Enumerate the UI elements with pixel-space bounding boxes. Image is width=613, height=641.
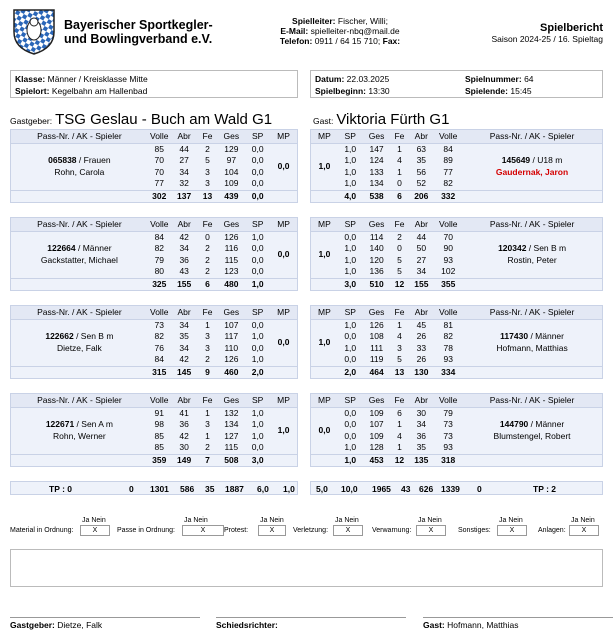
home-player[interactable]: 065838 / Frauen Rohn, Carola xyxy=(48,155,111,177)
ja-nein-header: Ja Nein xyxy=(571,517,595,524)
referee-signature: Schiedsrichter: xyxy=(216,617,406,630)
col-player: Pass-Nr. / AK - Spieler xyxy=(11,394,148,407)
check-label: Anlagen: xyxy=(538,527,566,534)
check-label: Verletzung: xyxy=(293,527,329,534)
notes-box[interactable] xyxy=(10,549,603,587)
away-signature: Gast: Hofmann, Matthias xyxy=(423,617,613,630)
table-row: 1,0 1,0 147 1 63 84 145649 / U18 m Gaudernak, Jaron xyxy=(311,143,602,155)
check-box[interactable]: X xyxy=(497,525,527,536)
check-label: Passe in Ordnung: xyxy=(117,527,175,534)
table-row: 1,0 111 3 33 78 xyxy=(344,342,453,353)
table-row: 1,0 136 5 34 102 xyxy=(344,266,456,276)
away-mp: 1,0 xyxy=(318,248,331,259)
sum-row: 325 155 6 480 1,0 xyxy=(11,278,297,290)
table-row: 70 27 5 97 0,0 xyxy=(154,155,264,165)
table-row: 84 42 2 126 1,0 xyxy=(154,354,264,364)
check-box[interactable]: X xyxy=(80,525,110,536)
away-player[interactable]: 120342 / Sen B m Rostin, Peter xyxy=(498,243,567,265)
home-mp: 0,0 xyxy=(277,248,290,259)
ja-nein-header: Ja Nein xyxy=(335,517,359,524)
away-duel-block: MP SP Ges Fe Abr Volle Pass-Nr. / AK - Spieler 1,0 0,0 114 2 44 70 120342 / Sen B m Rostin, Peter 1,0 140 0 50 90 1,0 120 5 27 93 1,0 136 5 34 102 3,0 510 12 155 355 xyxy=(310,217,603,291)
col-player: Pass-Nr. / AK - Spieler xyxy=(462,394,602,407)
table-row: 0,0 0,0 109 6 30 79 144790 / Männer Blumstengel, Robert xyxy=(311,407,602,419)
away-totals: 5,0 10,0 1965 43 626 1339 0 TP : 2 xyxy=(310,481,603,495)
col-player: Pass-Nr. / AK - Spieler xyxy=(462,130,602,143)
home-duel-block: Pass-Nr. / AK - Spieler Volle Abr Fe Ges SP MP 122662 / Sen B m Dietze, Falk 73 34 1 107 0,0 0,0 82 35 3 117 1,0 76 34 3 110 0,0 84 42 2 126 1,0 315 145 9 460 2,0 xyxy=(10,305,298,379)
check-label: Verwarnung: xyxy=(372,527,412,534)
table-row: 0,0 107 1 34 73 xyxy=(344,419,453,429)
away-player[interactable]: 145649 / U18 m Gaudernak, Jaron xyxy=(495,155,569,177)
check-box[interactable]: X xyxy=(569,525,599,536)
ja-nein-header: Ja Nein xyxy=(418,517,442,524)
away-duel-block: MP SP Ges Fe Abr Volle Pass-Nr. / AK - Spieler 1,0 1,0 126 1 45 81 117430 / Männer Hofmann, Matthias 0,0 108 4 26 82 1,0 111 3 33 78 0,0 119 5 26 93 2,0 464 13 130 334 xyxy=(310,305,603,379)
email-link[interactable]: spielleiter-nbq@mail.de xyxy=(310,26,400,36)
table-row: 80 43 2 123 0,0 xyxy=(154,266,264,276)
report-title: Spielbericht Saison 2024-25 / 16. Spieltag xyxy=(491,22,603,44)
sum-row: 315 145 9 460 2,0 xyxy=(11,366,297,378)
check-box[interactable]: X xyxy=(258,525,286,536)
col-player: Pass-Nr. / AK - Spieler xyxy=(11,130,148,143)
table-row: 70 34 3 104 0,0 xyxy=(154,166,264,177)
table-row: 065838 / Frauen Rohn, Carola 85 44 2 129 0,0 0,0 xyxy=(11,143,297,155)
sum-row: 302 137 13 439 0,0 xyxy=(11,190,297,202)
table-row: 1,0 124 4 35 89 xyxy=(344,155,453,165)
check-label: Protest: xyxy=(224,527,249,534)
match-info-box: Klasse: Männer / Kreisklasse Mitte Spielort: Kegelbahn am Hallenbad xyxy=(10,70,298,98)
away-mp: 1,0 xyxy=(318,336,331,347)
away-duel-block: MP SP Ges Fe Abr Volle Pass-Nr. / AK - Spieler 1,0 1,0 147 1 63 84 145649 / U18 m Gaudernak, Jaron 1,0 124 4 35 89 1,0 133 1 56 77 1,0 134 0 52 82 4,0 538 6 206 332 xyxy=(310,129,603,203)
away-mp: 0,0 xyxy=(318,424,331,435)
sum-row: 4,0 538 6 206 332 xyxy=(311,190,602,202)
table-row: 77 32 3 109 0,0 xyxy=(154,178,264,188)
home-mp: 1,0 xyxy=(277,424,290,435)
home-duel-block: Pass-Nr. / AK - Spieler Volle Abr Fe Ges SP MP 122664 / Männer Gackstatter, Michael 84 42 0 126 1,0 0,0 82 34 2 116 0,0 79 36 2 115 0,0 80 43 2 123 0,0 325 155 6 480 1,0 xyxy=(10,217,298,291)
away-player[interactable]: 144790 / Männer Blumstengel, Robert xyxy=(493,419,571,441)
table-row: 1,0 133 1 56 77 xyxy=(344,166,453,177)
table-row: 1,0 0,0 114 2 44 70 120342 / Sen B m Rostin, Peter xyxy=(311,231,602,243)
ja-nein-header: Ja Nein xyxy=(184,517,208,524)
table-row: 82 35 3 117 1,0 xyxy=(154,331,264,341)
home-duel-block: Pass-Nr. / AK - Spieler Volle Abr Fe Ges SP MP 122671 / Sen A m Rohn, Werner 91 41 1 132 1,0 1,0 98 36 3 134 1,0 85 42 1 127 1,0 85 30 2 115 0,0 359 149 7 508 3,0 xyxy=(10,393,298,467)
home-player[interactable]: 122671 / Sen A m Rohn, Werner xyxy=(45,419,113,441)
away-team: Gast: Viktoria Fürth G1 xyxy=(313,111,450,128)
away-player[interactable]: 117430 / Männer Hofmann, Matthias xyxy=(496,331,568,353)
check-box[interactable]: X xyxy=(333,525,363,536)
home-totals: TP : 0 0 1301 586 35 1887 6,0 1,0 xyxy=(10,481,298,495)
col-player: Pass-Nr. / AK - Spieler xyxy=(462,306,602,319)
table-row: 0,0 119 5 26 93 xyxy=(344,354,453,364)
table-row: 0,0 109 4 36 73 xyxy=(344,430,453,441)
table-row: 85 30 2 115 0,0 xyxy=(154,442,264,452)
col-player: Pass-Nr. / AK - Spieler xyxy=(11,306,148,319)
table-row: 1,0 1,0 126 1 45 81 117430 / Männer Hofmann, Matthias xyxy=(311,319,602,331)
sum-row: 3,0 510 12 155 355 xyxy=(311,278,602,290)
table-row: 1,0 120 5 27 93 xyxy=(344,254,453,265)
col-player: Pass-Nr. / AK - Spieler xyxy=(11,218,148,231)
home-mp: 0,0 xyxy=(277,160,290,171)
col-player: Pass-Nr. / AK - Spieler xyxy=(462,218,602,231)
ja-nein-header: Ja Nein xyxy=(499,517,523,524)
check-box[interactable]: X xyxy=(416,525,446,536)
schedule-box: Datum: 22.03.2025 Spielbeginn: 13:30 Spielnummer: 64 Spielende: 15:45 xyxy=(310,70,603,98)
table-row: 79 36 2 115 0,0 xyxy=(154,254,264,265)
home-signature: Gastgeber: Dietze, Falk xyxy=(10,617,200,630)
check-label: Sonstiges: xyxy=(458,527,491,534)
table-row: 85 42 1 127 1,0 xyxy=(154,430,264,441)
home-mp: 0,0 xyxy=(277,336,290,347)
home-duel-block: Pass-Nr. / AK - Spieler Volle Abr Fe Ges SP MP 065838 / Frauen Rohn, Carola 85 44 2 129 0,0 0,0 70 27 5 97 0,0 70 34 3 104 0,0 77 32 3 109 0,0 302 137 13 439 0,0 xyxy=(10,129,298,203)
checks-row xyxy=(0,517,613,541)
ja-nein-header: Ja Nein xyxy=(260,517,284,524)
table-row: 1,0 140 0 50 90 xyxy=(344,243,453,253)
sum-row: 1,0 453 12 135 318 xyxy=(311,454,602,466)
table-row: 122662 / Sen B m Dietze, Falk 73 34 1 107 0,0 0,0 xyxy=(11,319,297,331)
organisation-name: Bayerischer Sportkegler- und Bowlingverband e.V. xyxy=(64,18,213,46)
ja-nein-header: Ja Nein xyxy=(82,517,106,524)
sum-row: 359 149 7 508 3,0 xyxy=(11,454,297,466)
table-row: 76 34 3 110 0,0 xyxy=(154,342,264,353)
check-label: Material in Ordnung: xyxy=(10,527,74,534)
table-row: 0,0 108 4 26 82 xyxy=(344,331,453,341)
bkv-logo xyxy=(10,6,58,56)
table-row: 98 36 3 134 1,0 xyxy=(154,419,264,429)
home-team: Gastgeber: TSG Geslau - Buch am Wald G1 xyxy=(10,111,273,128)
table-row: 122664 / Männer Gackstatter, Michael 84 42 0 126 1,0 0,0 xyxy=(11,231,297,243)
sum-row: 2,0 464 13 130 334 xyxy=(311,366,602,378)
home-player[interactable]: 122664 / Männer Gackstatter, Michael xyxy=(40,243,118,265)
away-mp: 1,0 xyxy=(318,160,331,171)
table-row: 1,0 128 1 35 93 xyxy=(344,442,453,452)
table-row: 122671 / Sen A m Rohn, Werner 91 41 1 132 1,0 1,0 xyxy=(11,407,297,419)
table-row: 82 34 2 116 0,0 xyxy=(154,243,264,253)
home-player[interactable]: 122662 / Sen B m Dietze, Falk xyxy=(45,331,114,353)
check-box[interactable]: X xyxy=(182,525,224,536)
away-duel-block: MP SP Ges Fe Abr Volle Pass-Nr. / AK - Spieler 0,0 0,0 109 6 30 79 144790 / Männer Blumstengel, Robert 0,0 107 1 34 73 0,0 109 4 36 73 1,0 128 1 35 93 1,0 453 12 135 318 xyxy=(310,393,603,467)
spielleiter-block: Spielleiter: Fischer, Willi; E-Mail: spielleiter-nbq@mail.de Telefon: 0911 / 64 15 710; Fax: xyxy=(279,16,401,46)
table-row: 1,0 134 0 52 82 xyxy=(344,178,453,188)
